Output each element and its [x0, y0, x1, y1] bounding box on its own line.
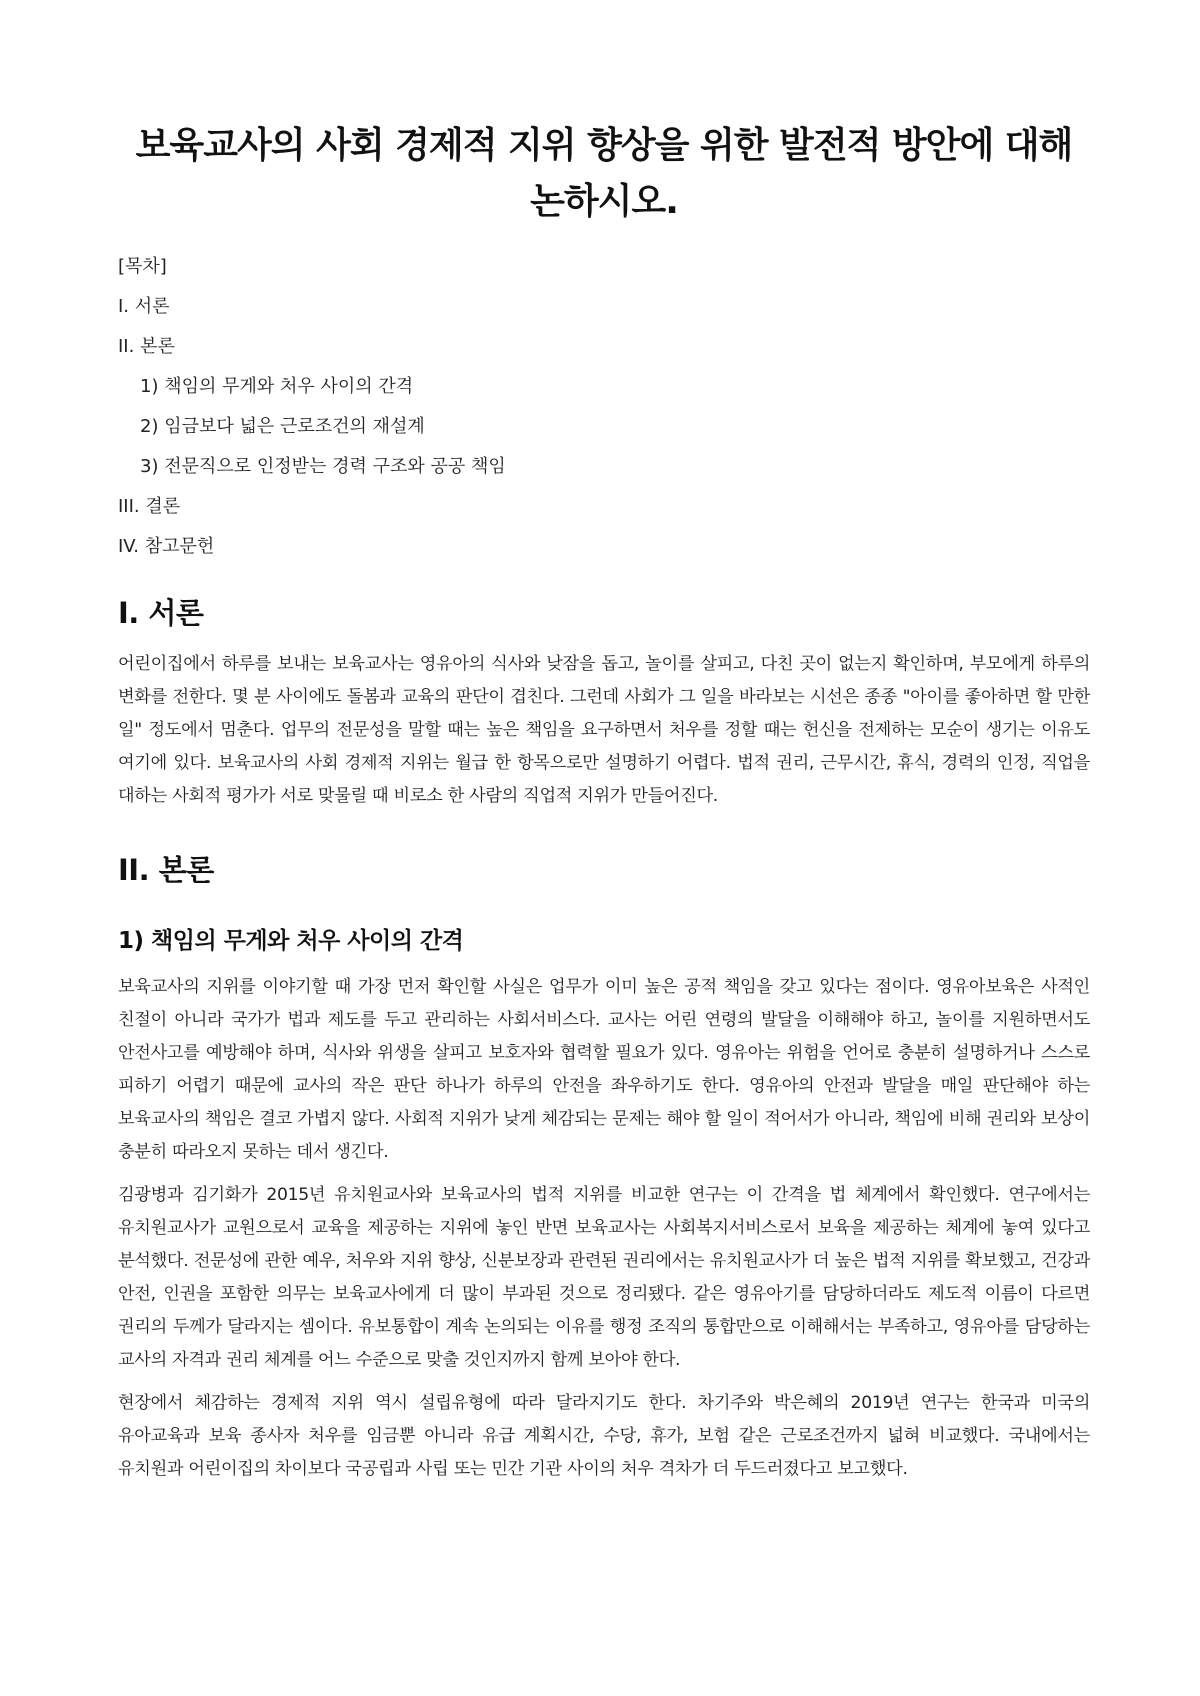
toc-item-conclusion: III. 결론 — [118, 496, 181, 517]
subsection-heading-1: 1) 책임의 무게와 처우 사이의 간격 — [118, 928, 464, 954]
toc-item-body-sub3: 3) 전문직으로 인정받는 경력 구조와 공공 책임 — [140, 456, 506, 477]
document-title: 보육교사의 사회 경제적 지위 향상을 위한 발전적 방안에 대해 논하시오. — [135, 125, 1073, 222]
toc-item-intro: I. 서론 — [118, 296, 170, 317]
body-paragraph-1: 보육교사의 지위를 이야기할 때 가장 먼저 확인할 사실은 업무가 이미 높은 공적 책임을 갖고 있다는 점이다. 영유아보육은 사적인 친절이 아니라 국가가 법과 제도를 두고 관리하는 사회서비스다. 교사는 어린 연령의 발달을 이해해야 하고, 놀이를 지원하면서도 안전사고를 예방해야 하며, 식사와 위생을 살피고 보호자와 협력할 필요가 있다. 영유아는 위험을 언어로 충분히 설명하거나 스스로 피하기 어렵기 때문에 교사의 작은 판단 하나가 하루의 안전을 좌우하기도 한다. 영유아의 안전과 발달을 매일 판단해야 하는 보육교사의 책임은 결코 가볍지 않다. 사회적 지위가 낮게 체감되는 문제는 해야 할 일이 적어서가 아니라, 책임에 비해 권리와 보상이 충분히 따라오지 못하는 데서 생긴다. — [118, 977, 1090, 1162]
intro-paragraph: 어린이집에서 하루를 보내는 보육교사는 영유아의 식사와 낮잠을 돕고, 놀이를 살피고, 다친 곳이 없는지 확인하며, 부모에게 하루의 변화를 전한다. 몇 분 사이에도 돌봄과 교육의 판단이 겹친다. 그런데 사회가 그 일을 바라보는 시선은 종종 "아이를 좋아하면 할 만한 일" 정도에서 멈춘다. 업무의 전문성을 말할 때는 높은 책임을 요구하면서 처우를 정할 때는 헌신을 전제하는 모순이 생기는 이유도 여기에 있다. 보육교사의 사회 경제적 지위는 월급 한 항목으로만 설명하기 어렵다. 법적 권리, 근무시간, 휴식, 경력의 인정, 직업을 대하는 사회적 평가가 서로 맞물릴 때 비로소 한 사람의 직업적 지위가 만들어진다. — [118, 654, 1090, 806]
toc-item-body-sub2: 2) 임금보다 넓은 근로조건의 재설계 — [140, 416, 425, 437]
body-paragraph-3: 현장에서 체감하는 경제적 지위 역시 설립유형에 따라 달라지기도 한다. 차기주와 박은혜의 2019년 연구는 한국과 미국의 유아교육과 보육 종사자 처우를 임금뿐 아니라 유급 계획시간, 수당, 휴가, 보험 같은 근로조건까지 넓혀 비교했다. 국내에서는 유치원과 어린이집의 차이보다 국공립과 사립 또는 민간 기관 사이의 처우 격차가 더 두드러졌다고 보고했다. — [118, 1393, 1090, 1479]
toc-heading: [목차] — [118, 256, 167, 277]
toc-item-body-sub1: 1) 책임의 무게와 처우 사이의 간격 — [140, 376, 414, 397]
toc-item-references: IV. 참고문헌 — [118, 536, 215, 557]
toc-item-body: II. 본론 — [118, 336, 175, 357]
table-of-contents — [118, 256, 1090, 558]
section-heading-intro: I. 서론 — [118, 596, 204, 630]
body-paragraph-2: 김광병과 김기화가 2015년 유치원교사와 보육교사의 법적 지위를 비교한 연구는 이 간격을 법 체계에서 확인했다. 연구에서는 유치원교사가 교원으로서 교육을 제공하는 지위에 놓인 반면 보육교사는 사회복지서비스로서 보육을 제공하는 체계에 놓여 있다고 분석했다. 전문성에 관한 예우, 처우와 지위 향상, 신분보장과 관련된 권리에서는 유치원교사가 더 높은 법적 지위를 확보했고, 건강과 안전, 인권을 포함한 의무는 보육교사에게 더 많이 부과된 것으로 정리됐다. 같은 영유아기를 담당하더라도 제도적 이름이 다르면 권리의 두께가 달라지는 셈이다. 유보통합이 계속 논의되는 이유를 행정 조직의 통합만으로 이해해서는 부족하고, 영유아를 담당하는 교사의 자격과 권리 체계를 어느 수준으로 맞출 것인지까지 함께 보아야 한다. — [118, 1185, 1090, 1370]
section-heading-body: II. 본론 — [118, 853, 214, 887]
